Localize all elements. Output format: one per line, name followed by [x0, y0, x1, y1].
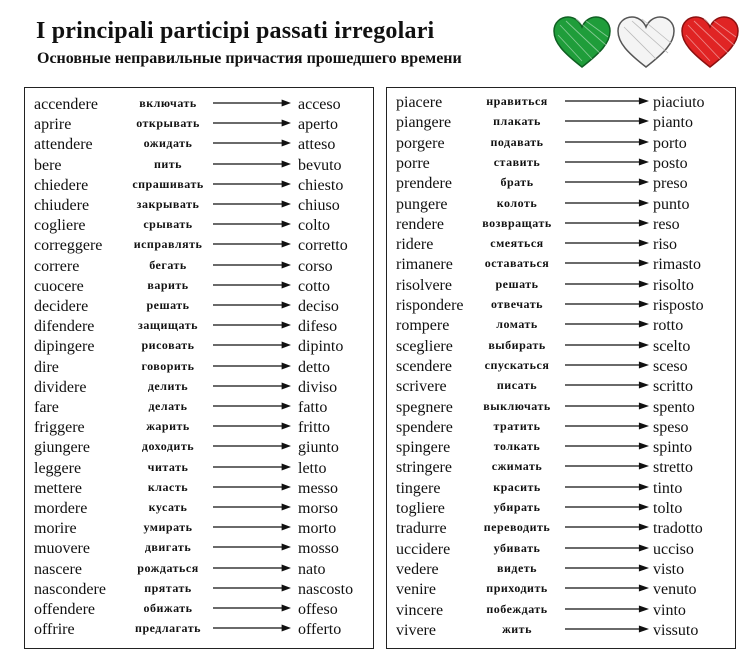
arrow-right-icon	[565, 503, 649, 511]
red-heart-icon	[682, 17, 738, 67]
infinitive: dipingere	[34, 338, 95, 356]
verb-row	[387, 375, 735, 395]
russian-translation: говорить	[141, 358, 195, 373]
infinitive: chiedere	[34, 176, 89, 194]
arrow-right-icon	[565, 138, 649, 146]
arrow-right-icon	[565, 300, 649, 308]
arrow-right-icon	[565, 625, 649, 633]
russian-translation: бегать	[149, 257, 187, 272]
russian-translation: сжимать	[491, 459, 543, 474]
verb-row	[25, 416, 373, 436]
verb-table-left	[24, 87, 374, 649]
verb-row	[387, 477, 735, 497]
arrow-right-icon	[213, 261, 291, 269]
arrow-right-icon	[565, 402, 649, 410]
russian-translation: кусать	[148, 500, 188, 514]
verb-row	[25, 255, 373, 275]
infinitive: spegnere	[396, 398, 453, 416]
russian-translation: убирать	[493, 500, 541, 514]
verb-row	[25, 457, 373, 477]
past-participle: morso	[298, 500, 338, 517]
verb-row	[387, 213, 735, 233]
infinitive: rispondere	[396, 297, 464, 314]
past-participle: spento	[653, 398, 695, 416]
past-participle: difeso	[298, 318, 338, 336]
arrow-right-icon	[213, 442, 291, 450]
verb-row	[387, 152, 735, 172]
verb-row	[25, 295, 373, 315]
past-participle: offeso	[298, 601, 338, 618]
russian-translation: прятать	[144, 580, 192, 595]
infinitive: vincere	[396, 601, 444, 619]
verb-row	[25, 154, 373, 174]
past-participle: acceso	[298, 96, 341, 113]
verb-row	[25, 356, 373, 376]
infinitive: scrivere	[396, 378, 447, 396]
russian-translation: открывать	[136, 116, 200, 131]
infinitive: rompere	[396, 317, 450, 335]
past-participle: risposto	[653, 297, 704, 314]
past-participle: stretto	[653, 459, 693, 477]
verb-row	[387, 578, 735, 598]
arrow-right-icon	[565, 584, 649, 592]
past-participle: colto	[298, 217, 330, 235]
arrow-right-icon	[565, 199, 649, 207]
past-participle: rotto	[653, 317, 684, 335]
white-heart-icon	[618, 17, 674, 67]
past-participle: corso	[298, 257, 333, 275]
infinitive: porre	[396, 154, 430, 172]
past-participle: diviso	[298, 378, 338, 396]
arrow-right-icon	[213, 402, 291, 410]
russian-translation: смеяться	[490, 236, 544, 251]
past-participle: riso	[653, 236, 677, 254]
russian-translation: пить	[153, 156, 183, 171]
russian-translation: спускаться	[484, 357, 550, 372]
russian-translation: решать	[495, 276, 539, 291]
infinitive: bere	[34, 156, 62, 174]
page-title: I principali participi passati irregolari	[36, 18, 435, 44]
arrow-right-icon	[213, 564, 291, 572]
infinitive: attendere	[34, 136, 93, 154]
past-participle: tolto	[653, 500, 683, 517]
arrow-right-icon	[565, 361, 649, 369]
infinitive: aprire	[34, 116, 72, 134]
infinitive: cogliere	[34, 217, 86, 235]
infinitive: prendere	[396, 175, 452, 193]
past-participle: vissuto	[653, 621, 699, 639]
verb-row	[25, 275, 373, 295]
verb-row	[387, 335, 735, 355]
verb-row	[25, 517, 373, 537]
arrow-right-icon	[565, 564, 649, 572]
verb-row	[387, 416, 735, 436]
russian-translation: защищать	[138, 318, 198, 333]
past-participle: aperto	[298, 116, 338, 134]
verb-row	[387, 233, 735, 253]
russian-translation: отвечать	[491, 297, 543, 311]
verb-row	[25, 234, 373, 254]
infinitive: accendere	[34, 96, 98, 113]
past-participle: cotto	[298, 277, 330, 295]
infinitive: leggere	[34, 459, 82, 477]
russian-translation: двигать	[144, 540, 192, 555]
past-participle: punto	[653, 195, 690, 213]
russian-translation: переводить	[483, 520, 551, 535]
arrow-right-icon	[213, 543, 291, 551]
russian-translation: выбирать	[488, 337, 546, 352]
russian-translation: подавать	[490, 134, 544, 149]
past-participle: offerto	[298, 621, 342, 639]
verb-row	[25, 174, 373, 194]
infinitive: difendere	[34, 318, 95, 336]
infinitive: tradurre	[396, 520, 447, 538]
russian-translation: делить	[147, 378, 189, 393]
verb-row	[387, 517, 735, 537]
arrow-right-icon	[213, 523, 291, 531]
russian-translation: выключать	[483, 398, 551, 413]
past-participle: deciso	[298, 298, 339, 315]
arrow-right-icon	[213, 301, 291, 309]
verb-row	[25, 618, 373, 638]
russian-translation: читать	[147, 459, 189, 474]
infinitive: chiudere	[34, 197, 90, 214]
arrow-right-icon	[213, 321, 291, 329]
past-participle: pianto	[653, 114, 693, 132]
arrow-right-icon	[213, 119, 291, 127]
arrow-right-icon	[565, 341, 649, 349]
italian-flag-hearts	[550, 14, 742, 70]
russian-translation: тратить	[493, 418, 541, 433]
russian-translation: видеть	[496, 560, 538, 575]
infinitive: piangere	[396, 114, 452, 132]
verb-row	[387, 558, 735, 578]
past-participle: scelto	[653, 337, 691, 355]
past-participle: speso	[653, 418, 689, 436]
verb-row	[25, 558, 373, 578]
past-participle: fatto	[298, 399, 328, 416]
arrow-right-icon	[565, 158, 649, 166]
arrow-right-icon	[213, 362, 291, 370]
russian-translation: писать	[496, 378, 538, 393]
arrow-right-icon	[565, 239, 649, 247]
past-participle: venuto	[653, 581, 697, 599]
arrow-right-icon	[213, 220, 291, 228]
verb-row	[387, 456, 735, 476]
infinitive: rimanere	[396, 256, 453, 274]
past-participle: rimasto	[653, 256, 701, 274]
russian-translation: красить	[493, 479, 541, 494]
past-participle: visto	[653, 560, 685, 578]
arrow-right-icon	[565, 320, 649, 328]
past-participle: fritto	[298, 419, 330, 437]
russian-translation: оставаться	[484, 256, 550, 271]
infinitive: correre	[34, 257, 80, 275]
arrow-right-icon	[213, 281, 291, 289]
russian-translation: рисовать	[141, 338, 195, 353]
russian-translation: возвращать	[482, 215, 552, 230]
past-participle: tradotto	[653, 520, 703, 538]
russian-translation: закрывать	[136, 197, 200, 211]
infinitive: muovere	[34, 540, 90, 558]
arrow-right-icon	[213, 624, 291, 632]
verb-row	[387, 111, 735, 131]
verb-row	[25, 315, 373, 335]
verb-row	[25, 537, 373, 557]
infinitive: mordere	[34, 500, 88, 517]
russian-translation: обижать	[143, 601, 193, 615]
russian-translation: плакать	[493, 114, 541, 129]
past-participle: sceso	[653, 357, 688, 375]
infinitive: giungere	[34, 439, 90, 457]
verb-row	[25, 578, 373, 598]
past-participle: vinto	[653, 601, 686, 619]
past-participle: letto	[298, 459, 327, 477]
arrow-right-icon	[213, 341, 291, 349]
infinitive: decidere	[34, 298, 89, 315]
infinitive: correggere	[34, 237, 103, 255]
infinitive: mettere	[34, 479, 82, 497]
infinitive: fare	[34, 399, 59, 416]
arrow-right-icon	[213, 463, 291, 471]
arrow-right-icon	[213, 240, 291, 248]
past-participle: reso	[653, 215, 680, 233]
verb-row	[25, 93, 373, 113]
arrow-right-icon	[213, 422, 291, 430]
past-participle: chiesto	[298, 176, 344, 194]
russian-translation: толкать	[493, 439, 541, 454]
verb-row	[25, 477, 373, 497]
arrow-right-icon	[213, 139, 291, 147]
arrow-right-icon	[565, 97, 649, 105]
verb-row	[387, 538, 735, 558]
infinitive: uccidere	[396, 540, 451, 558]
arrow-right-icon	[213, 160, 291, 168]
past-participle: piaciuto	[653, 94, 705, 111]
verb-row	[387, 599, 735, 619]
russian-translation: побеждать	[486, 601, 548, 616]
russian-translation: умирать	[143, 520, 193, 535]
verb-row	[25, 133, 373, 153]
russian-translation: жить	[502, 621, 532, 636]
infinitive: risolvere	[396, 276, 452, 294]
arrow-right-icon	[213, 584, 291, 592]
russian-translation: исправлять	[133, 237, 203, 252]
infinitive: cuocere	[34, 277, 84, 295]
infinitive: rendere	[396, 215, 444, 233]
russian-translation: ставить	[493, 154, 541, 169]
russian-translation: спрашивать	[132, 176, 204, 191]
past-participle: tinto	[653, 479, 683, 497]
infinitive: dividere	[34, 378, 87, 396]
verb-row	[387, 294, 735, 314]
infinitive: spendere	[396, 418, 453, 436]
verb-row	[25, 598, 373, 618]
infinitive: friggere	[34, 419, 85, 437]
infinitive: morire	[34, 520, 77, 538]
russian-translation: предлагать	[135, 621, 201, 636]
past-participle: dipinto	[298, 338, 344, 356]
past-participle: spinto	[653, 439, 693, 457]
russian-translation: приходить	[486, 581, 548, 596]
arrow-right-icon	[213, 99, 291, 107]
verb-row	[387, 91, 735, 111]
past-participle: giunto	[298, 439, 339, 457]
past-participle: ucciso	[653, 540, 694, 558]
russian-translation: убивать	[493, 540, 541, 555]
infinitive: offrire	[34, 621, 75, 639]
russian-translation: решать	[146, 298, 190, 312]
verb-row	[25, 436, 373, 456]
verb-row	[387, 132, 735, 152]
russian-translation: включать	[139, 96, 197, 110]
russian-translation: жарить	[146, 419, 190, 434]
verb-row	[25, 376, 373, 396]
arrow-right-icon	[565, 259, 649, 267]
infinitive: vivere	[396, 621, 436, 639]
arrow-right-icon	[565, 117, 649, 125]
arrow-right-icon	[565, 544, 649, 552]
arrow-right-icon	[565, 523, 649, 531]
verb-table-right	[386, 87, 736, 649]
past-participle: morto	[298, 520, 337, 538]
infinitive: scendere	[396, 357, 452, 375]
russian-translation: срывать	[143, 217, 193, 232]
past-participle: nato	[298, 560, 326, 578]
russian-translation: колоть	[496, 195, 538, 210]
verb-row	[25, 194, 373, 214]
russian-translation: варить	[147, 277, 189, 292]
past-participle: messo	[298, 479, 338, 497]
infinitive: dire	[34, 358, 59, 376]
arrow-right-icon	[565, 483, 649, 491]
infinitive: ridere	[396, 236, 434, 254]
verb-row	[387, 497, 735, 517]
infinitive: togliere	[396, 500, 445, 517]
past-participle: bevuto	[298, 156, 342, 174]
arrow-right-icon	[565, 605, 649, 613]
arrow-right-icon	[565, 462, 649, 470]
infinitive: spingere	[396, 439, 451, 457]
arrow-right-icon	[213, 483, 291, 491]
past-participle: scritto	[653, 378, 693, 396]
infinitive: offendere	[34, 601, 95, 618]
verb-row	[25, 396, 373, 416]
verb-row	[387, 253, 735, 273]
verb-row	[25, 113, 373, 133]
infinitive: vedere	[396, 560, 439, 578]
past-participle: risolto	[653, 276, 694, 294]
russian-translation: класть	[147, 479, 189, 494]
arrow-right-icon	[213, 382, 291, 390]
russian-translation: рождаться	[137, 560, 199, 575]
verb-row	[25, 497, 373, 517]
arrow-right-icon	[213, 604, 291, 612]
russian-translation: нравиться	[486, 94, 548, 108]
past-participle: nascosto	[298, 580, 354, 598]
arrow-right-icon	[565, 442, 649, 450]
verb-row	[387, 436, 735, 456]
arrow-right-icon	[213, 503, 291, 511]
past-participle: porto	[653, 134, 687, 152]
infinitive: pungere	[396, 195, 448, 213]
infinitive: piacere	[396, 94, 443, 111]
verb-row	[387, 274, 735, 294]
arrow-right-icon	[565, 178, 649, 186]
verb-row	[25, 214, 373, 234]
arrow-right-icon	[213, 180, 291, 188]
verb-row	[25, 335, 373, 355]
russian-translation: ожидать	[143, 136, 193, 151]
infinitive: stringere	[396, 459, 452, 477]
past-participle: posto	[653, 154, 688, 172]
infinitive: tingere	[396, 479, 441, 497]
past-participle: preso	[653, 175, 688, 193]
russian-translation: ломать	[496, 317, 538, 332]
russian-translation: доходить	[141, 439, 195, 454]
arrow-right-icon	[565, 219, 649, 227]
green-heart-icon	[554, 17, 610, 67]
past-participle: corretto	[298, 237, 348, 255]
verb-row	[387, 396, 735, 416]
infinitive: nascere	[34, 560, 82, 578]
russian-translation: брать	[500, 175, 534, 190]
verb-row	[387, 355, 735, 375]
verb-row	[387, 172, 735, 192]
past-participle: chiuso	[298, 197, 340, 214]
arrow-right-icon	[213, 200, 291, 208]
russian-translation: делать	[148, 399, 188, 413]
infinitive: nascondere	[34, 580, 106, 598]
arrow-right-icon	[565, 381, 649, 389]
arrow-right-icon	[565, 422, 649, 430]
verb-row	[387, 314, 735, 334]
infinitive: venire	[396, 581, 436, 599]
infinitive: scegliere	[396, 337, 453, 355]
verb-row	[387, 619, 735, 639]
past-participle: mosso	[298, 540, 339, 558]
verb-row	[387, 193, 735, 213]
page-subtitle: Основные неправильные причастия прошедшего времени	[37, 50, 462, 67]
past-participle: detto	[298, 358, 330, 376]
past-participle: atteso	[298, 136, 336, 154]
infinitive: porgere	[396, 134, 445, 152]
arrow-right-icon	[565, 280, 649, 288]
